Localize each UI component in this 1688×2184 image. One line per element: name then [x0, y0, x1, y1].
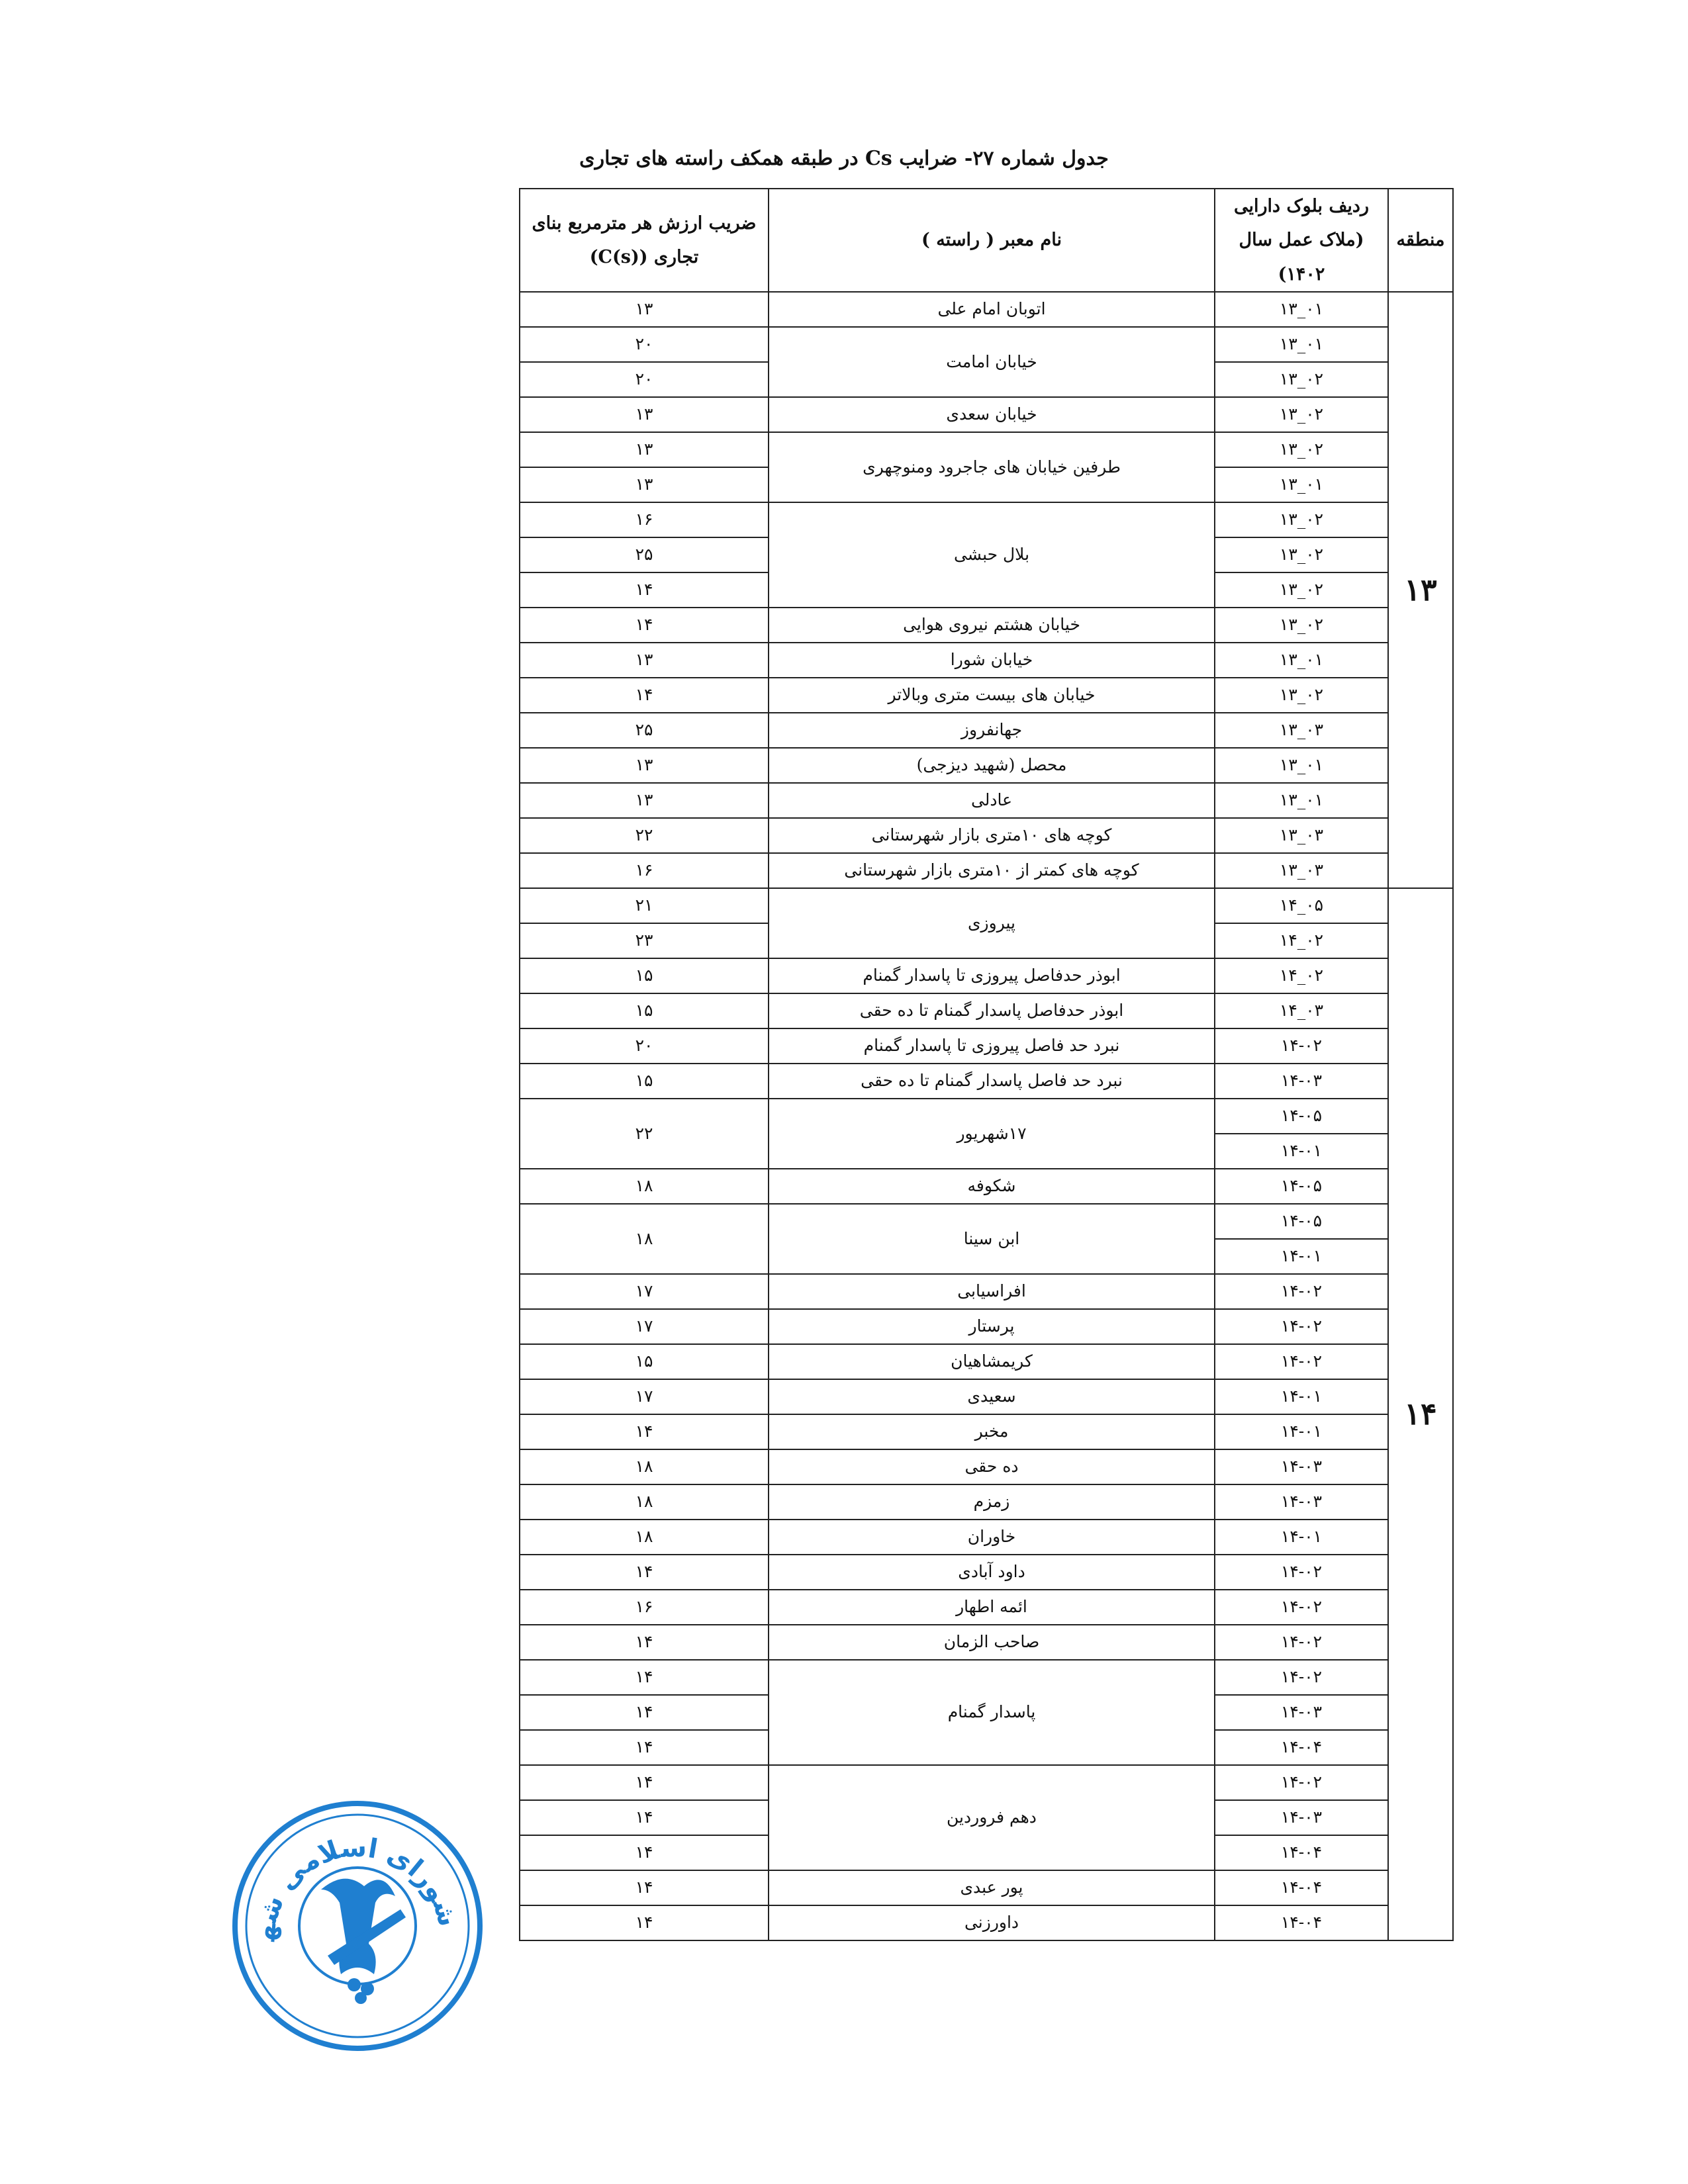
coefficient-cell: ۱۳	[520, 467, 769, 502]
street-cell: کوچه های کمتر از ۱۰متری بازار شهرستانی	[769, 853, 1215, 888]
coefficient-cell: ۱۸	[520, 1169, 769, 1204]
block-cell: ۱۴-۰۴	[1215, 1835, 1388, 1870]
block-cell: ۱۳_۰۱	[1215, 327, 1388, 362]
table-row	[520, 327, 1453, 362]
table-row	[520, 1660, 1453, 1695]
coefficient-cell: ۲۳	[520, 923, 769, 958]
coefficient-cell: ۱۴	[520, 1835, 769, 1870]
table-row	[520, 1169, 1453, 1204]
coefficient-cell: ۲۵	[520, 537, 769, 572]
coefficient-cell: ۲۲	[520, 818, 769, 853]
block-cell: ۱۳_۰۲	[1215, 572, 1388, 608]
coefficient-cell: ۱۵	[520, 958, 769, 993]
street-cell: کوچه های ۱۰متری بازار شهرستانی	[769, 818, 1215, 853]
block-cell: ۱۴-۰۳	[1215, 1064, 1388, 1099]
table-row	[520, 608, 1453, 643]
block-cell: ۱۴_۰۲	[1215, 923, 1388, 958]
block-cell: ۱۳_۰۳	[1215, 818, 1388, 853]
coefficient-cell: ۱۶	[520, 853, 769, 888]
table-row	[520, 818, 1453, 853]
block-cell: ۱۳_۰۲	[1215, 397, 1388, 432]
table-row	[520, 1274, 1453, 1309]
street-cell: پیروزی	[769, 888, 1215, 958]
table-row	[520, 1344, 1453, 1379]
coefficient-cell: ۲۰	[520, 327, 769, 362]
coefficients-table	[519, 188, 1454, 1941]
street-cell: ابوذر حدفاصل پیروزی تا پاسدار گمنام	[769, 958, 1215, 993]
coefficient-cell: ۱۷	[520, 1309, 769, 1344]
coefficient-cell: ۱۴	[520, 1695, 769, 1730]
table-row	[520, 1414, 1453, 1449]
coefficient-cell: ۱۴	[520, 1800, 769, 1835]
table-row	[520, 748, 1453, 783]
council-seal	[228, 1797, 487, 2055]
coefficient-cell: ۱۳	[520, 432, 769, 467]
block-cell: ۱۴-۰۱	[1215, 1239, 1388, 1274]
block-cell: ۱۳_۰۳	[1215, 853, 1388, 888]
block-cell: ۱۳_۰۱	[1215, 292, 1388, 327]
street-cell: پور عبدی	[769, 1870, 1215, 1905]
table-row	[520, 1379, 1453, 1414]
coefficient-cell: ۲۲	[520, 1099, 769, 1169]
coefficient-cell: ۱۸	[520, 1484, 769, 1520]
block-cell: ۱۴-۰۳	[1215, 1449, 1388, 1484]
seal-icon	[228, 1797, 487, 2055]
table-row	[520, 678, 1453, 713]
block-cell: ۱۴-۰۴	[1215, 1870, 1388, 1905]
block-cell: ۱۴_۰۵	[1215, 888, 1388, 923]
block-cell: ۱۴-۰۲	[1215, 1028, 1388, 1064]
table-row	[520, 1625, 1453, 1660]
coefficient-cell: ۱۶	[520, 1590, 769, 1625]
block-cell: ۱۴_۰۲	[1215, 958, 1388, 993]
street-cell: سعیدی	[769, 1379, 1215, 1414]
table-row	[520, 958, 1453, 993]
block-cell: ۱۴-۰۲	[1215, 1625, 1388, 1660]
street-cell: پرستار	[769, 1309, 1215, 1344]
table-header-row	[520, 189, 1453, 292]
coefficient-cell: ۱۴	[520, 572, 769, 608]
coefficient-cell: ۱۵	[520, 993, 769, 1028]
table-row	[520, 1028, 1453, 1064]
street-cell: ۱۷شهریور	[769, 1099, 1215, 1169]
coefficient-cell: ۱۴	[520, 1625, 769, 1660]
coefficient-cell: ۱۴	[520, 678, 769, 713]
street-cell: داورزنی	[769, 1905, 1215, 1940]
street-cell: ابوذر حدفاصل پاسدار گمنام تا ده حقی	[769, 993, 1215, 1028]
block-cell: ۱۴-۰۲	[1215, 1590, 1388, 1625]
page-title: جدول شماره ۲۷- ضرایب Cs در طبقه همکف راسته های تجاری	[579, 147, 1109, 170]
block-cell: ۱۴-۰۲	[1215, 1555, 1388, 1590]
coefficient-cell: ۱۳	[520, 643, 769, 678]
table-row	[520, 292, 1453, 327]
region-cell: ۱۳	[1388, 292, 1453, 888]
coefficient-cell: ۱۷	[520, 1274, 769, 1309]
street-cell: پاسدار گمنام	[769, 1660, 1215, 1765]
street-cell: ابن سینا	[769, 1204, 1215, 1274]
block-cell: ۱۳_۰۲	[1215, 678, 1388, 713]
header-block: ردیف بلوک دارایی (ملاک عمل سال ۱۴۰۲)	[1215, 189, 1388, 292]
coefficient-cell: ۱۳	[520, 748, 769, 783]
table-row	[520, 1449, 1453, 1484]
block-cell: ۱۳_۰۱	[1215, 467, 1388, 502]
block-cell: ۱۴_۰۳	[1215, 993, 1388, 1028]
block-cell: ۱۴-۰۳	[1215, 1695, 1388, 1730]
table-row	[520, 1765, 1453, 1800]
block-cell: ۱۳_۰۳	[1215, 713, 1388, 748]
coefficient-cell: ۱۸	[520, 1449, 769, 1484]
coefficient-cell: ۱۸	[520, 1520, 769, 1555]
table-row	[520, 783, 1453, 818]
block-cell: ۱۴-۰۱	[1215, 1520, 1388, 1555]
coefficient-cell: ۱۷	[520, 1379, 769, 1414]
block-cell: ۱۴-۰۲	[1215, 1765, 1388, 1800]
street-cell: ائمه اطهار	[769, 1590, 1215, 1625]
table-row	[520, 993, 1453, 1028]
table-row	[520, 397, 1453, 432]
block-cell: ۱۴-۰۲	[1215, 1309, 1388, 1344]
street-cell: خیابان سعدی	[769, 397, 1215, 432]
block-cell: ۱۳_۰۱	[1215, 748, 1388, 783]
street-cell: محصل (شهید دیزجی)	[769, 748, 1215, 783]
coefficient-cell: ۲۱	[520, 888, 769, 923]
coefficient-cell: ۱۴	[520, 608, 769, 643]
street-cell: خیابان های بیست متری وبالاتر	[769, 678, 1215, 713]
coefficient-cell: ۱۴	[520, 1555, 769, 1590]
coefficient-cell: ۱۳	[520, 783, 769, 818]
street-cell: نبرد حد فاصل پیروزی تا پاسدار گمنام	[769, 1028, 1215, 1064]
block-cell: ۱۳_۰۲	[1215, 502, 1388, 537]
block-cell: ۱۴-۰۳	[1215, 1484, 1388, 1520]
coefficient-cell: ۱۶	[520, 502, 769, 537]
table-row	[520, 1870, 1453, 1905]
street-cell: ده حقی	[769, 1449, 1215, 1484]
street-cell: صاحب الزمان	[769, 1625, 1215, 1660]
coefficient-cell: ۱۵	[520, 1344, 769, 1379]
street-cell: داود آبادی	[769, 1555, 1215, 1590]
block-cell: ۱۴-۰۲	[1215, 1660, 1388, 1695]
coefficient-cell: ۱۴	[520, 1765, 769, 1800]
coefficient-cell: ۱۴	[520, 1730, 769, 1765]
coefficient-cell: ۲۵	[520, 713, 769, 748]
street-cell: نبرد حد فاصل پاسدار گمنام تا ده حقی	[769, 1064, 1215, 1099]
street-cell: خاوران	[769, 1520, 1215, 1555]
block-cell: ۱۴-۰۳	[1215, 1800, 1388, 1835]
table-row	[520, 1520, 1453, 1555]
table-row	[520, 1905, 1453, 1940]
seal-text: شورای اسلامی شه	[250, 1832, 463, 1942]
block-cell: ۱۴-۰۴	[1215, 1905, 1388, 1940]
block-cell: ۱۴-۰۱	[1215, 1414, 1388, 1449]
block-cell: ۱۴-۰۵	[1215, 1204, 1388, 1239]
street-cell: طرفین خیابان های جاجرود ومنوچهری	[769, 432, 1215, 502]
block-cell: ۱۴-۰۵	[1215, 1099, 1388, 1134]
table-row	[520, 432, 1453, 467]
block-cell: ۱۳_۰۲	[1215, 537, 1388, 572]
block-cell: ۱۴-۰۴	[1215, 1730, 1388, 1765]
table-row	[520, 1555, 1453, 1590]
street-cell: بلال حبشی	[769, 502, 1215, 608]
header-region: منطقه	[1388, 189, 1453, 292]
coefficient-cell: ۱۳	[520, 397, 769, 432]
coefficient-cell: ۱۸	[520, 1204, 769, 1274]
street-cell: خیابان شورا	[769, 643, 1215, 678]
table-row	[520, 713, 1453, 748]
seal-emblem-icon	[321, 1879, 406, 2004]
block-cell: ۱۳_۰۲	[1215, 608, 1388, 643]
block-cell: ۱۴-۰۱	[1215, 1379, 1388, 1414]
street-cell: زمزم	[769, 1484, 1215, 1520]
block-cell: ۱۴-۰۱	[1215, 1134, 1388, 1169]
coefficient-cell: ۱۵	[520, 1064, 769, 1099]
block-cell: ۱۳_۰۲	[1215, 432, 1388, 467]
block-cell: ۱۳_۰۱	[1215, 783, 1388, 818]
street-cell: شکوفه	[769, 1169, 1215, 1204]
coefficient-cell: ۱۴	[520, 1870, 769, 1905]
block-cell: ۱۳_۰۲	[1215, 362, 1388, 397]
block-cell: ۱۳_۰۱	[1215, 643, 1388, 678]
street-cell: جهانفروز	[769, 713, 1215, 748]
table-row	[520, 1590, 1453, 1625]
table-row	[520, 502, 1453, 537]
table-row	[520, 1484, 1453, 1520]
coefficient-cell: ۲۰	[520, 362, 769, 397]
header-street: نام معبر ( راسته )	[769, 189, 1215, 292]
table-row	[520, 1309, 1453, 1344]
coefficient-cell: ۱۴	[520, 1414, 769, 1449]
table-row	[520, 888, 1453, 923]
table-row	[520, 1204, 1453, 1239]
coefficient-cell: ۱۴	[520, 1905, 769, 1940]
street-cell: دهم فروردین	[769, 1765, 1215, 1870]
street-cell: کریمشاهیان	[769, 1344, 1215, 1379]
coefficient-cell: ۱۴	[520, 1660, 769, 1695]
block-cell: ۱۴-۰۲	[1215, 1274, 1388, 1309]
street-cell: عادلی	[769, 783, 1215, 818]
street-cell: افراسیابی	[769, 1274, 1215, 1309]
header-coefficient: ضریب ارزش هر مترمربع بنای تجاری (C(s))	[520, 189, 769, 292]
street-cell: خیابان امامت	[769, 327, 1215, 397]
street-cell: مخبر	[769, 1414, 1215, 1449]
block-cell: ۱۴-۰۲	[1215, 1344, 1388, 1379]
street-cell: اتوبان امام علی	[769, 292, 1215, 327]
block-cell: ۱۴-۰۵	[1215, 1169, 1388, 1204]
coefficient-cell: ۱۳	[520, 292, 769, 327]
table-row	[520, 1099, 1453, 1134]
table-row	[520, 643, 1453, 678]
region-cell: ۱۴	[1388, 888, 1453, 1940]
table-row	[520, 1064, 1453, 1099]
coefficient-cell: ۲۰	[520, 1028, 769, 1064]
table-row	[520, 853, 1453, 888]
street-cell: خیابان هشتم نیروی هوایی	[769, 608, 1215, 643]
